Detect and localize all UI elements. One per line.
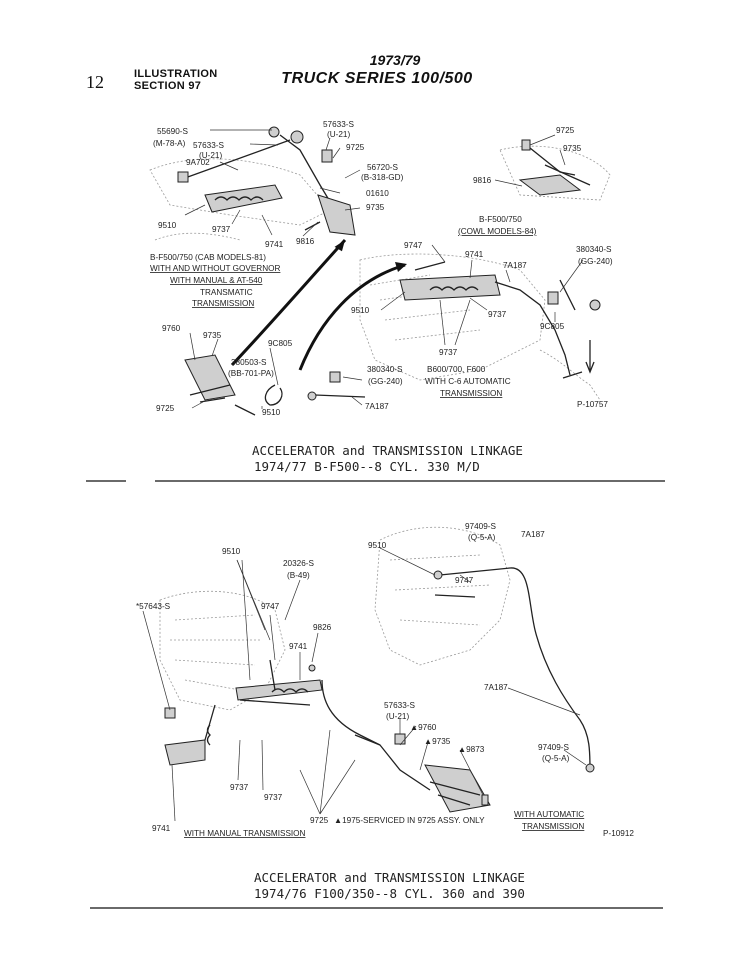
part-label: WITH AUTOMATIC bbox=[514, 810, 585, 819]
part-label: 9C805 bbox=[268, 339, 293, 348]
part-label: 20326-S bbox=[283, 559, 314, 568]
nut-icon bbox=[308, 392, 316, 400]
part-label: B-F500/750 (CAB MODELS-81) bbox=[150, 253, 267, 262]
part-label: 57633-S bbox=[193, 141, 224, 150]
part-label: WITH MANUAL TRANSMISSION bbox=[184, 829, 306, 838]
bolt-icon bbox=[322, 150, 332, 162]
section-label: SECTION 97 bbox=[134, 80, 202, 92]
part-label: 9725 bbox=[156, 404, 175, 413]
bottom-diagram bbox=[143, 527, 594, 821]
part-label: 9735 bbox=[563, 144, 582, 153]
part-label: (U-21) bbox=[327, 130, 351, 139]
part-label: 9741 bbox=[465, 250, 484, 259]
part-label: 57633-S bbox=[323, 120, 354, 129]
part-label: 56720-S bbox=[367, 163, 398, 172]
part-label: 9735 bbox=[203, 331, 222, 340]
bushing-icon bbox=[395, 734, 405, 744]
part-label: ▲9873 bbox=[458, 745, 485, 754]
part-label: (COWL MODELS-84) bbox=[458, 227, 537, 236]
illustration-label: ILLUSTRATION bbox=[134, 68, 218, 80]
part-label: 9741 bbox=[289, 642, 308, 651]
part-label: 9760 bbox=[162, 324, 181, 333]
part-label: 9725 bbox=[556, 126, 575, 135]
part-label: 97409-S bbox=[538, 743, 569, 752]
part-label: WITH AND WITHOUT GOVERNOR bbox=[150, 264, 281, 273]
part-label: (M-78-A) bbox=[153, 139, 186, 148]
part-label: (BB-701-PA) bbox=[228, 369, 274, 378]
part-label: 9747 bbox=[404, 241, 423, 250]
part-label: 9510 bbox=[368, 541, 387, 550]
part-label: 9735 bbox=[366, 203, 385, 212]
bottom-caption-subtitle: 1974/76 F100/350--8 CYL. 360 and 390 bbox=[254, 886, 525, 901]
pedal-icon bbox=[520, 175, 580, 195]
part-label: 9510 bbox=[158, 221, 177, 230]
bushing-icon bbox=[330, 372, 340, 382]
part-label: 9747 bbox=[261, 602, 280, 611]
part-label: B600/700, F600 bbox=[427, 365, 486, 374]
bracket-icon bbox=[165, 740, 205, 765]
part-label: 9510 bbox=[222, 547, 241, 556]
part-label: 380340-S bbox=[576, 245, 612, 254]
title-years: 1973/79 bbox=[369, 52, 421, 68]
part-label: WITH C-6 AUTOMATIC bbox=[425, 377, 511, 386]
part-label: 9737 bbox=[488, 310, 507, 319]
nut-icon bbox=[269, 127, 279, 137]
part-label: 9741 bbox=[152, 824, 171, 833]
part-label: (GG-240) bbox=[578, 257, 613, 266]
part-label: 9737 bbox=[264, 793, 283, 802]
part-label: (Q-5-A) bbox=[542, 754, 570, 763]
part-label: 7A187 bbox=[521, 530, 545, 539]
part-label: 7A187 bbox=[484, 683, 508, 692]
part-label: 9816 bbox=[296, 237, 315, 246]
clip-icon bbox=[586, 764, 594, 772]
part-label: TRANSMATIC bbox=[200, 288, 253, 297]
part-label: 01610 bbox=[366, 189, 389, 198]
part-label: ▲1975-SERVICED IN 9725 ASSY. ONLY bbox=[334, 816, 485, 825]
part-label: 7A187 bbox=[365, 402, 389, 411]
page-number: 12 bbox=[86, 72, 104, 92]
part-label: (B-318-GD) bbox=[361, 173, 404, 182]
clip-icon bbox=[291, 131, 303, 143]
part-label: (U-21) bbox=[386, 712, 410, 721]
figure-code: P-10912 bbox=[603, 829, 634, 838]
part-label: (U-21) bbox=[199, 151, 223, 160]
part-label: 9510 bbox=[351, 306, 370, 315]
part-label: 7A187 bbox=[503, 261, 527, 270]
part-label: 97409-S bbox=[465, 522, 496, 531]
clip-icon bbox=[434, 571, 442, 579]
nut-icon bbox=[309, 665, 315, 671]
part-label: (B-49) bbox=[287, 571, 310, 580]
part-label: 9725 bbox=[310, 816, 329, 825]
part-label: 57633-S bbox=[384, 701, 415, 710]
bottom-caption-title: ACCELERATOR and TRANSMISSION LINKAGE bbox=[254, 870, 525, 885]
part-label: ▲9735 bbox=[424, 737, 451, 746]
part-label: 9737 bbox=[212, 225, 231, 234]
part-label: 380503-S bbox=[231, 358, 267, 367]
part-label: 9737 bbox=[230, 783, 249, 792]
bolt-icon bbox=[482, 795, 488, 805]
part-label: B-F500/750 bbox=[479, 215, 522, 224]
part-label: 9747 bbox=[455, 576, 474, 585]
top-caption-title: ACCELERATOR and TRANSMISSION LINKAGE bbox=[252, 443, 523, 458]
part-label: 55690-S bbox=[157, 127, 188, 136]
part-label: TRANSMISSION bbox=[440, 389, 503, 398]
part-label: 380340-S bbox=[367, 365, 403, 374]
part-label: 9816 bbox=[473, 176, 492, 185]
part-label: 9725 bbox=[346, 143, 365, 152]
bushing-icon bbox=[548, 292, 558, 304]
part-label: WITH MANUAL & AT-540 bbox=[170, 276, 263, 285]
part-label: TRANSMISSION bbox=[522, 822, 585, 831]
part-label: 9C805 bbox=[540, 322, 565, 331]
part-label: TRANSMISSION bbox=[192, 299, 255, 308]
part-label: *57643-S bbox=[136, 602, 171, 611]
bolt-icon bbox=[522, 140, 530, 150]
bushing-icon bbox=[178, 172, 188, 182]
part-label: 9826 bbox=[313, 623, 332, 632]
part-label: 9510 bbox=[262, 408, 281, 417]
figure-code: P-10757 bbox=[577, 400, 608, 409]
title-series: TRUCK SERIES 100/500 bbox=[281, 70, 473, 87]
part-label: ▲9760 bbox=[410, 723, 437, 732]
part-label: 9A702 bbox=[186, 158, 210, 167]
bracket-icon bbox=[236, 680, 322, 700]
nut-icon bbox=[590, 300, 600, 310]
part-label: (GG-240) bbox=[368, 377, 403, 386]
part-label: 9737 bbox=[439, 348, 458, 357]
part-label: (Q-5-A) bbox=[468, 533, 496, 542]
part-label: 9741 bbox=[265, 240, 284, 249]
pedal-icon bbox=[318, 195, 355, 235]
top-caption-subtitle: 1974/77 B-F500--8 CYL. 330 M/D bbox=[254, 459, 480, 474]
bottom-labels bbox=[136, 522, 634, 838]
